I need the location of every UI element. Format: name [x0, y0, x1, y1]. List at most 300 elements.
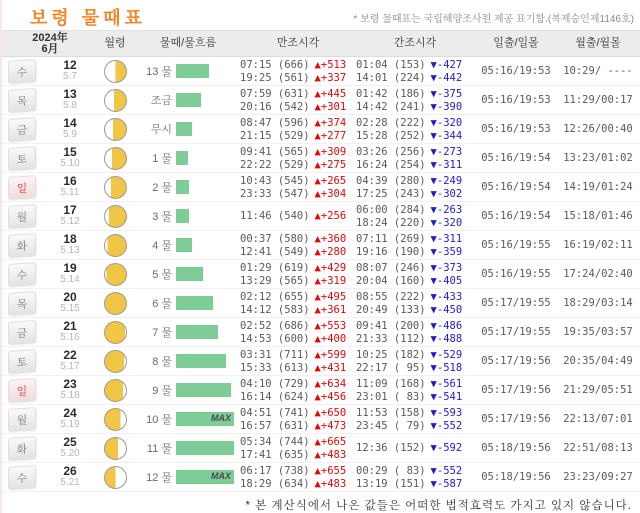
- low-tide-entry: [356, 362, 474, 374]
- tide-flow-bar: [176, 64, 209, 78]
- table-body: [2, 57, 640, 492]
- tide-delta: ▼-390: [430, 100, 463, 113]
- tide-time-height: 23:45 ( 79): [356, 419, 426, 432]
- weekday-label: 일: [16, 181, 28, 195]
- tide-stage-label: 7 물: [152, 327, 172, 339]
- tide-stage-label: 13 물: [146, 66, 172, 78]
- tide-stage-label: 2 물: [152, 182, 172, 194]
- tide-time-height: 14:53 (600): [240, 332, 310, 345]
- weekday-label: 월: [16, 210, 28, 224]
- tide-delta: ▼-529: [430, 348, 463, 361]
- low-tide-entry: [356, 262, 474, 274]
- low-tide-cell: [356, 442, 474, 454]
- weekday-label: 토: [16, 355, 28, 369]
- date-cell: [46, 320, 94, 344]
- date-cell: [46, 407, 94, 431]
- moonrise-moonset-cell: 20:35/04:49: [563, 355, 633, 367]
- tide-flow-bar: [176, 325, 218, 339]
- tide-delta: ▲+634: [314, 377, 347, 390]
- col-header-moon-age: 월령: [104, 37, 126, 49]
- moonrise-moonset-cell: 10:29/ ----: [563, 65, 633, 77]
- high-tide-cell: [240, 175, 356, 200]
- tide-time-height: 16:57 (631): [240, 419, 310, 432]
- weekday-tab: [8, 87, 36, 112]
- high-tide-entry: [240, 175, 356, 187]
- moon-phase-icon: [104, 60, 127, 83]
- tide-delta: ▼-249: [430, 174, 463, 187]
- tide-time-height: 06:00 (284): [356, 203, 426, 216]
- moonrise-moonset-cell: 22:13/07:01: [563, 413, 633, 425]
- tide-time-height: 15:33 (613): [240, 361, 310, 374]
- lunar-date: 5.12: [60, 216, 80, 227]
- tide-delta: ▼-552: [430, 464, 463, 477]
- lunar-date: 5.10: [60, 158, 80, 169]
- moon-age-cell: [94, 60, 136, 83]
- low-tide-cell: [356, 349, 474, 374]
- weekday-tab: [8, 464, 36, 489]
- tide-time-height: 00:29 ( 83): [356, 464, 426, 477]
- tide-time-height: 07:11 (269): [356, 232, 426, 245]
- low-tide-entry: [356, 246, 474, 258]
- tide-delta: ▼-488: [430, 332, 463, 345]
- high-tide-entry: [240, 391, 356, 403]
- low-tide-entry: [356, 233, 474, 245]
- tide-delta: ▲+456: [314, 390, 347, 403]
- weekday-tab: [8, 174, 36, 199]
- tide-delta: ▲+256: [314, 210, 347, 222]
- tide-flow-bar: [176, 238, 192, 252]
- tide-time-height: 12:41 (549): [240, 245, 310, 258]
- tide-delta: ▲+429: [314, 261, 347, 274]
- tide-time-height: 18:29 (634): [240, 477, 310, 490]
- date-cell: [46, 233, 94, 257]
- low-tide-cell: [356, 117, 474, 142]
- day-number: 17: [63, 203, 77, 217]
- tide-delta: ▲+473: [314, 419, 347, 432]
- tide-delta: ▼-450: [430, 303, 463, 316]
- tide-time-height: 13:19 (151): [356, 477, 426, 490]
- tide-time-height: 16:14 (624): [240, 390, 310, 403]
- day-number: 15: [63, 145, 77, 159]
- high-tide-entry: [240, 72, 356, 84]
- tide-flow-bar: [176, 354, 226, 368]
- day-number: 13: [63, 87, 77, 101]
- moonrise-moonset-cell: 19:35/03:57: [563, 326, 633, 338]
- lunar-date: 5.8: [63, 100, 77, 111]
- tide-time-height: 19:16 (190): [356, 245, 426, 258]
- moonrise-moonset-cell: 16:19/02:11: [563, 239, 633, 251]
- high-tide-entry: [240, 478, 356, 490]
- moonrise-moonset-cell: 12:26/00:40: [563, 123, 633, 135]
- low-tide-cell: [356, 88, 474, 113]
- low-tide-cell: [356, 291, 474, 316]
- tide-time-height: 07:59 (631): [240, 87, 310, 100]
- tide-delta: ▲+361: [314, 303, 347, 316]
- lunar-date: 5.11: [60, 187, 80, 198]
- moon-phase-icon: [104, 350, 127, 373]
- table-row: [2, 86, 640, 115]
- moon-age-cell: [94, 379, 136, 402]
- tide-time-height: 01:42 (186): [356, 87, 426, 100]
- low-tide-cell: [356, 378, 474, 403]
- weekday-label: 금: [16, 123, 28, 137]
- tide-delta: ▼-593: [430, 406, 463, 419]
- tide-delta: ▲+280: [314, 245, 347, 258]
- date-cell: [46, 436, 94, 460]
- weekday-tab: [8, 232, 36, 257]
- table-row: [2, 57, 640, 86]
- moon-phase-icon: [104, 205, 127, 228]
- tide-stage-label: 6 물: [152, 298, 172, 310]
- sunrise-sunset-cell: 05:16/19:53: [481, 94, 551, 106]
- day-number: 24: [63, 406, 77, 420]
- tide-delta: ▼-311: [430, 232, 463, 245]
- day-number: 20: [63, 290, 77, 304]
- tide-flow-bar: [176, 151, 188, 165]
- weekday-label: 일: [16, 384, 28, 398]
- tide-time-height: 17:41 (635): [240, 448, 310, 461]
- moonrise-moonset-cell: 17:24/02:40: [563, 268, 633, 280]
- high-tide-entry: [240, 188, 356, 200]
- low-tide-entry: [356, 378, 474, 390]
- table-row: [2, 347, 640, 376]
- tide-time-height: 14:42 (241): [356, 100, 426, 113]
- tide-delta: ▼-320: [430, 216, 463, 229]
- low-tide-entry: [356, 101, 474, 113]
- tide-delta: ▼-302: [430, 187, 463, 200]
- moon-age-cell: [94, 118, 136, 141]
- tide-delta: ▲+301: [314, 100, 347, 113]
- tide-stage-label: 5 물: [152, 269, 172, 281]
- tide-time-height: 02:12 (655): [240, 290, 310, 303]
- date-cell: [46, 117, 94, 141]
- tide-delta: ▲+483: [314, 477, 347, 490]
- tide-stage-label: 무시: [150, 124, 172, 136]
- tide-delta: ▲+655: [314, 464, 347, 477]
- weekday-label: 수: [16, 268, 28, 282]
- tide-flow-bar: [176, 383, 231, 397]
- high-tide-entry: [240, 320, 356, 332]
- tide-delta: ▲+431: [314, 361, 347, 374]
- low-tide-cell: [356, 320, 474, 345]
- tide-flow-bar: [176, 209, 189, 223]
- tide-cell: [136, 92, 240, 108]
- date-cell: [46, 465, 94, 489]
- tide-time-height: 21:15 (529): [240, 129, 310, 142]
- high-tide-entry: [240, 262, 356, 274]
- sunrise-sunset-cell: 05:18/19:56: [481, 471, 551, 483]
- table-row: [2, 231, 640, 260]
- day-number: 19: [63, 261, 77, 275]
- tide-delta: ▲+275: [314, 158, 347, 171]
- tide-flow-bar: [176, 441, 234, 455]
- max-label: MAX: [211, 413, 231, 423]
- tide-time-height: 20:16 (542): [240, 100, 310, 113]
- tide-time-height: 02:28 (222): [356, 116, 426, 129]
- low-tide-entry: [356, 333, 474, 345]
- tide-delta: ▼-561: [430, 377, 463, 390]
- weekday-tab: [8, 58, 36, 83]
- lunar-date: 5.21: [60, 477, 80, 488]
- tide-time-height: 04:51 (741): [240, 406, 310, 419]
- sunrise-sunset-cell: 05:17/19:55: [481, 326, 551, 338]
- low-tide-cell: [356, 407, 474, 432]
- weekday-label: 목: [16, 297, 28, 311]
- low-tide-entry: [356, 391, 474, 403]
- col-header-high-tide: 만조시각: [276, 37, 320, 49]
- low-tide-entry: [356, 407, 474, 419]
- high-tide-entry: [240, 291, 356, 303]
- tide-cell: [136, 266, 240, 282]
- table-row: [2, 260, 640, 289]
- weekday-tab: [8, 406, 36, 431]
- weekday-tab: [8, 145, 36, 170]
- tide-time-height: 12:36 (152): [356, 442, 426, 454]
- moon-age-cell: [94, 292, 136, 315]
- high-tide-entry: [240, 233, 356, 245]
- tide-delta: ▲+277: [314, 129, 347, 142]
- tide-delta: ▼-344: [430, 129, 463, 142]
- col-header-tide: 물때/물흐름: [159, 37, 217, 49]
- tide-delta: ▼-311: [430, 158, 463, 171]
- tide-time-height: 03:26 (256): [356, 145, 426, 158]
- high-tide-entry: [240, 210, 356, 222]
- tide-delta: ▼-263: [430, 203, 463, 216]
- moonrise-moonset-cell: 11:29/00:17: [563, 94, 633, 106]
- high-tide-cell: [240, 233, 356, 258]
- moon-phase-icon: [104, 263, 127, 286]
- low-tide-cell: [356, 465, 474, 490]
- sunrise-sunset-cell: 05:16/19:53: [481, 123, 551, 135]
- high-tide-cell: [240, 320, 356, 345]
- tide-delta: ▼-405: [430, 274, 463, 287]
- moonrise-moonset-cell: 18:29/03:14: [563, 297, 633, 309]
- low-tide-entry: [356, 275, 474, 287]
- day-number: 22: [63, 348, 77, 362]
- low-tide-entry: [356, 204, 474, 216]
- high-tide-cell: [240, 407, 356, 432]
- high-tide-entry: [240, 59, 356, 71]
- tide-flow-bar: [176, 412, 234, 426]
- sunrise-sunset-cell: 05:16/19:54: [481, 152, 551, 164]
- moonrise-moonset-cell: 15:18/01:46: [563, 210, 633, 222]
- moon-age-cell: [94, 89, 136, 112]
- tide-time-height: 00:37 (580): [240, 232, 310, 245]
- tide-time-height: 08:07 (246): [356, 261, 426, 274]
- lunar-date: 5.13: [60, 245, 80, 256]
- source-note: * 보령 물때표는 국립해양조사원 제공 표기함.(복제승인제1146호): [353, 14, 634, 25]
- weekday-tab: [8, 116, 36, 141]
- tide-cell: [136, 324, 240, 340]
- tide-stage-label: 12 물: [146, 472, 172, 484]
- table-row: [2, 115, 640, 144]
- tide-stage-label: 10 물: [146, 414, 172, 426]
- tide-time-height: 23:33 (547): [240, 187, 310, 200]
- tide-time-height: 05:34 (744): [240, 435, 310, 448]
- tide-stage-label: 조금: [150, 95, 172, 107]
- moon-phase-icon: [104, 292, 127, 315]
- lunar-date: 5.17: [60, 361, 80, 372]
- col-header-sunrise-sunset: 일출/일몰: [493, 37, 539, 49]
- disclaimer-note: * 본 계산식에서 나온 값들은 어떠한 법적효력도 가지고 있지 않습니다.: [245, 500, 632, 512]
- high-tide-entry: [240, 130, 356, 142]
- moon-phase-icon: [104, 437, 127, 460]
- lunar-date: 5.14: [60, 274, 80, 285]
- tide-delta: ▼-373: [430, 261, 463, 274]
- date-cell: [46, 378, 94, 402]
- sunrise-sunset-cell: 05:18/19:56: [481, 442, 551, 454]
- lunar-date: 5.7: [63, 71, 77, 82]
- high-tide-cell: [240, 88, 356, 113]
- weekday-label: 목: [16, 94, 28, 108]
- moon-age-cell: [94, 437, 136, 460]
- tide-delta: ▲+265: [314, 174, 347, 187]
- tide-time-height: 09:41 (200): [356, 319, 426, 332]
- table-row: [2, 318, 640, 347]
- tide-delta: ▼-486: [430, 319, 463, 332]
- high-tide-cell: [240, 117, 356, 142]
- low-tide-entry: [356, 175, 474, 187]
- low-tide-entry: [356, 72, 474, 84]
- date-cell: [46, 204, 94, 228]
- tide-cell: [136, 121, 240, 137]
- moon-age-cell: [94, 350, 136, 373]
- weekday-label: 수: [16, 471, 28, 485]
- weekday-tab: [8, 290, 36, 315]
- page-title: 보령 물때표: [30, 8, 146, 28]
- sunrise-sunset-cell: 05:16/19:55: [481, 268, 551, 280]
- sunrise-sunset-cell: 05:17/19:56: [481, 355, 551, 367]
- day-number: 25: [63, 435, 77, 449]
- tide-delta: ▼-433: [430, 290, 463, 303]
- tide-delta: ▲+650: [314, 406, 347, 419]
- tide-delta: ▲+553: [314, 319, 347, 332]
- day-number: 14: [63, 116, 77, 130]
- tide-time-height: 02:52 (686): [240, 319, 310, 332]
- tide-cell: [136, 295, 240, 311]
- low-tide-entry: [356, 478, 474, 490]
- high-tide-entry: [240, 333, 356, 345]
- tide-cell: [136, 353, 240, 369]
- high-tide-cell: [240, 436, 356, 461]
- low-tide-entry: [356, 217, 474, 229]
- tide-cell: [136, 208, 240, 224]
- table-row: [2, 434, 640, 463]
- high-tide-cell: [240, 146, 356, 171]
- tide-time-height: 06:17 (738): [240, 464, 310, 477]
- low-tide-cell: [356, 204, 474, 229]
- tide-flow-bar: [176, 93, 201, 107]
- tide-time-height: 04:39 (280): [356, 174, 426, 187]
- tide-time-height: 03:31 (711): [240, 348, 310, 361]
- tide-time-height: 14:12 (583): [240, 303, 310, 316]
- tide-time-height: 04:10 (729): [240, 377, 310, 390]
- high-tide-cell: [240, 465, 356, 490]
- lunar-date: 5.20: [60, 448, 80, 459]
- tide-time-height: 11:09 (168): [356, 377, 426, 390]
- tide-time-height: 10:25 (182): [356, 348, 426, 361]
- high-tide-entry: [240, 159, 356, 171]
- moonrise-moonset-cell: 13:23/01:02: [563, 152, 633, 164]
- tide-delta: ▼-518: [430, 361, 463, 374]
- moon-phase-icon: [104, 234, 127, 257]
- low-tide-cell: [356, 175, 474, 200]
- low-tide-cell: [356, 146, 474, 171]
- low-tide-cell: [356, 59, 474, 84]
- tide-delta: ▲+309: [314, 145, 347, 158]
- tide-time-height: 14:01 (224): [356, 71, 426, 84]
- day-number: 12: [63, 58, 77, 72]
- moonrise-moonset-cell: 22:51/08:13: [563, 442, 633, 454]
- lunar-date: 5.15: [60, 303, 80, 314]
- high-tide-entry: [240, 246, 356, 258]
- tide-time-height: 22:22 (529): [240, 158, 310, 171]
- sunrise-sunset-cell: 05:17/19:56: [481, 384, 551, 396]
- sunrise-sunset-cell: 05:16/19:54: [481, 181, 551, 193]
- low-tide-entry: [356, 442, 474, 454]
- low-tide-entry: [356, 159, 474, 171]
- tide-delta: ▼-587: [430, 477, 463, 490]
- lunar-date: 5.18: [60, 390, 80, 401]
- moon-age-cell: [94, 321, 136, 344]
- tide-time-height: 11:53 (158): [356, 406, 426, 419]
- high-tide-entry: [240, 146, 356, 158]
- tide-flow-bar: [176, 267, 203, 281]
- tide-cell: [136, 150, 240, 166]
- day-number: 23: [63, 377, 77, 391]
- low-tide-entry: [356, 320, 474, 332]
- low-tide-entry: [356, 349, 474, 361]
- high-tide-entry: [240, 88, 356, 100]
- moonrise-moonset-cell: 23:23/09:27: [563, 471, 633, 483]
- date-cell: [46, 146, 94, 170]
- high-tide-entry: [240, 349, 356, 361]
- low-tide-entry: [356, 420, 474, 432]
- moon-phase-icon: [104, 147, 127, 170]
- tide-delta: ▲+360: [314, 232, 347, 245]
- day-number: 21: [63, 319, 77, 333]
- tide-time-height: 16:24 (254): [356, 158, 426, 171]
- tide-time-height: 17:25 (243): [356, 187, 426, 200]
- moon-phase-icon: [104, 466, 127, 489]
- low-tide-entry: [356, 130, 474, 142]
- tide-stage-label: 8 물: [152, 356, 172, 368]
- table-row: [2, 202, 640, 231]
- weekday-tab: [8, 319, 36, 344]
- weekday-label: 화: [16, 239, 28, 253]
- tide-time-height: 20:04 (160): [356, 274, 426, 287]
- high-tide-entry: [240, 117, 356, 129]
- sunrise-sunset-cell: 05:17/19:56: [481, 413, 551, 425]
- low-tide-entry: [356, 146, 474, 158]
- col-header-low-tide: 간조시각: [393, 37, 437, 49]
- tide-cell: [136, 63, 240, 79]
- low-tide-entry: [356, 88, 474, 100]
- tide-delta: ▲+599: [314, 348, 347, 361]
- moon-age-cell: [94, 408, 136, 431]
- low-tide-entry: [356, 304, 474, 316]
- tide-delta: ▼-552: [430, 419, 463, 432]
- moon-age-cell: [94, 466, 136, 489]
- day-number: 16: [63, 174, 77, 188]
- weekday-label: 금: [16, 326, 28, 340]
- tide-delta: ▲+483: [314, 448, 347, 461]
- max-label: MAX: [211, 471, 231, 481]
- tide-delta: ▲+513: [314, 58, 347, 71]
- tide-time-height: 11:46 (540): [240, 210, 310, 222]
- high-tide-entry: [240, 420, 356, 432]
- tide-time-height: 21:33 (112): [356, 332, 426, 345]
